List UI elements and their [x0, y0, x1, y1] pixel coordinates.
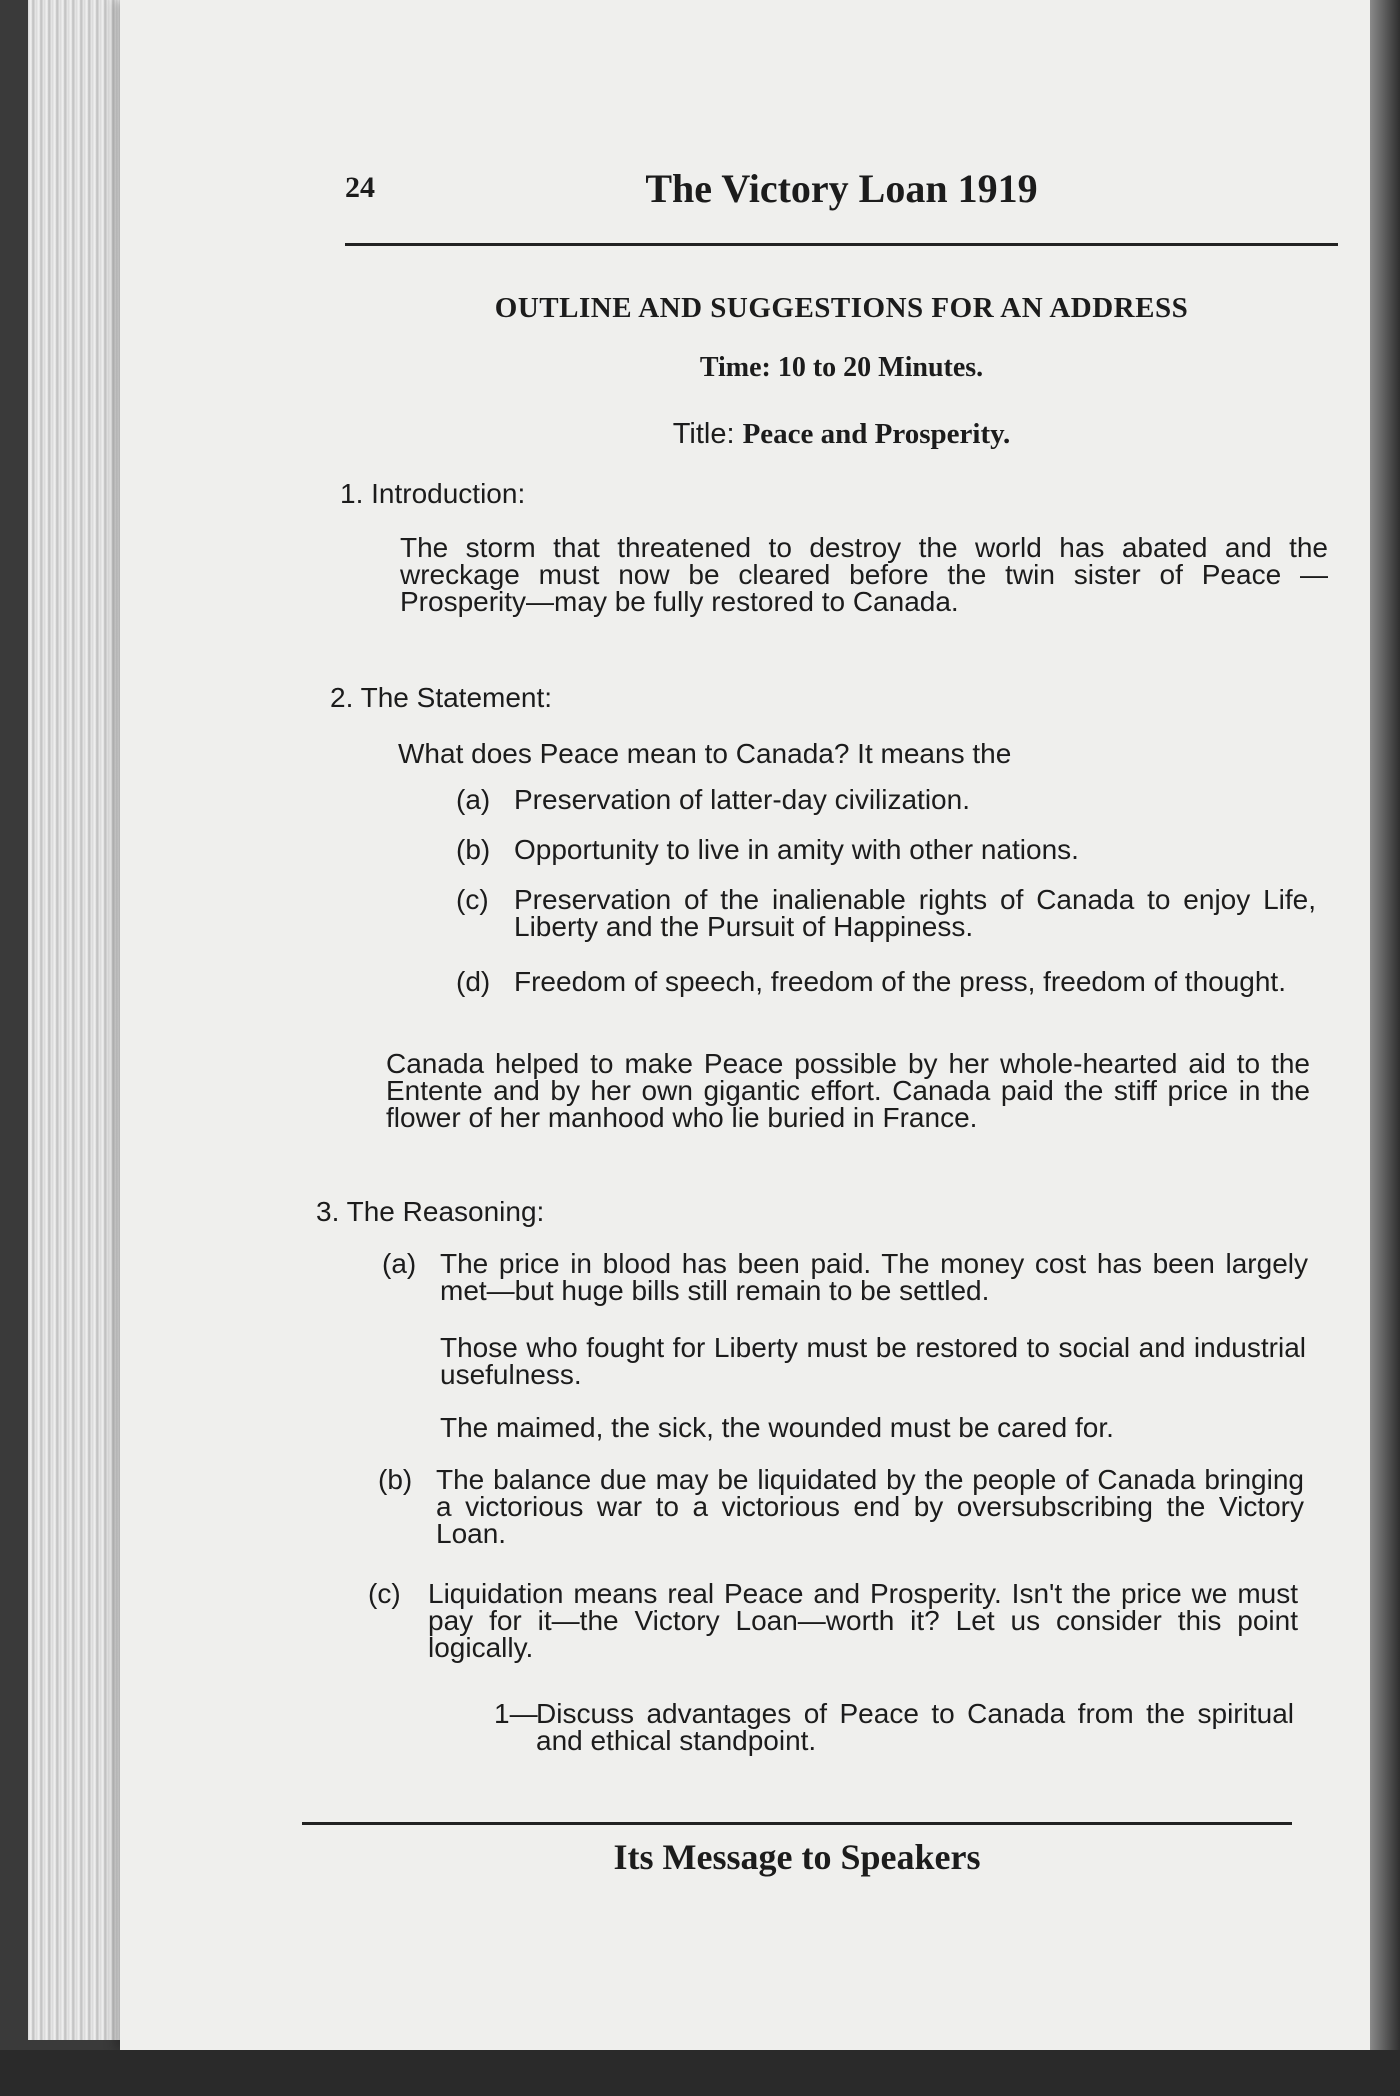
address-title	[345, 418, 1338, 451]
title-label: Title:	[672, 418, 735, 450]
time-note: Time: 10 to 20 Minutes.	[699, 352, 984, 383]
item-marker: (b)	[456, 834, 491, 865]
item-marker: 1—	[494, 1698, 538, 1729]
title-value: Peace and Prosperity.	[742, 418, 1011, 450]
scan-edge-right	[1370, 0, 1400, 2096]
item-marker: (c)	[456, 884, 489, 915]
item-marker: (c)	[368, 1578, 401, 1609]
item-text: Freedom of speech, freedom of the press, freedom of thought.	[514, 966, 1286, 997]
intro-paragraph: The storm that threatened to destroy the world has abated and the wreckage must now be cleared before the twin sister of Peace —Prosperity—may be fully restored to Canada.	[400, 532, 1328, 617]
item-text: Opportunity to live in amity with other nations.	[514, 834, 1079, 865]
statement-lead: What does Peace mean to Canada? It means the	[398, 738, 1012, 769]
item-text: The price in blood has been paid. The money cost has been largely met—but huge bills still remain to be settled.	[440, 1248, 1308, 1306]
item-marker: (d)	[456, 966, 491, 997]
item-text: Preservation of latter-day civilization.	[514, 784, 970, 815]
statement-label: 2. The Statement:	[330, 682, 553, 713]
item-marker: (b)	[378, 1464, 413, 1495]
item-text: Liquidation means real Peace and Prosperity. Isn't the price we must pay for it—the Victory Loan—worth it? Let us consider this point logically.	[428, 1578, 1298, 1663]
running-head: The Victory Loan 1919	[645, 166, 1038, 211]
item-text: Discuss advantages of Peace to Canada from the spiritual and ethical standpoint.	[536, 1698, 1294, 1756]
item-marker: (a)	[456, 784, 491, 815]
scan-edge-bottom	[0, 2050, 1400, 2096]
statement-closing: Canada helped to make Peace possible by her whole-hearted aid to the Entente and by her own gigantic effort. Canada paid the stiff price in the flower of her manhood who lie buried in France.	[386, 1048, 1310, 1133]
reasoning-label: 3. The Reasoning:	[316, 1196, 545, 1227]
page-number: 24	[345, 171, 375, 204]
reasoning-a-paragraph-3: The maimed, the sick, the wounded must be cared for.	[440, 1412, 1114, 1443]
reasoning-a-paragraph-2: Those who fought for Liberty must be restored to social and industrial usefulness.	[440, 1332, 1306, 1390]
running-foot: Its Message to Speakers	[613, 1837, 981, 1877]
item-marker: (a)	[382, 1248, 417, 1279]
item-text: Preservation of the inalienable rights of Canada to enjoy Life, Liberty and the Pursuit of Happiness.	[514, 884, 1316, 942]
page-header	[345, 165, 1338, 246]
footer-rule	[302, 1822, 1292, 1825]
item-text: The balance due may be liquidated by the people of Canada bringing a victorious war to a victorious end by oversubscribing the Victory Loan.	[436, 1464, 1304, 1549]
section-heading: OUTLINE AND SUGGESTIONS FOR AN ADDRESS	[494, 292, 1189, 324]
intro-label: 1. Introduction:	[340, 478, 526, 509]
